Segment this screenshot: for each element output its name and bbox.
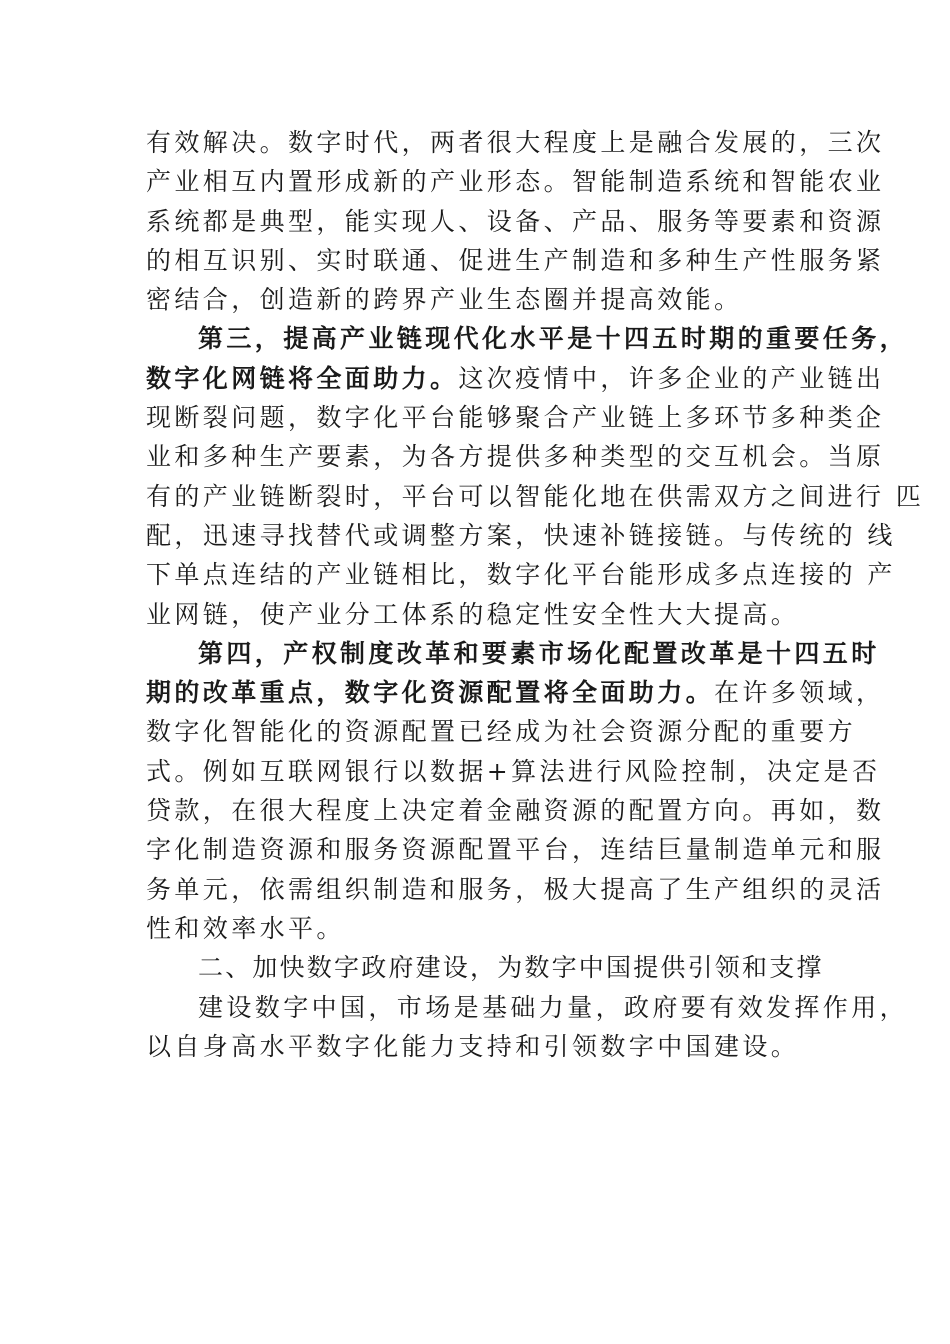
text-line xyxy=(146,673,885,712)
bold-lead-text: 数字化网链将全面助力。 xyxy=(146,363,459,393)
text-line: 字化制造资源和服务资源配置平台，连结巨量制造单元和服 xyxy=(146,835,885,865)
text-line-rest: 这次疫情中，许多企业的产业链出 xyxy=(458,363,885,393)
bold-lead-text: 期的改革重点，数字化资源配置将全面助力。 xyxy=(146,678,715,708)
bold-lead-line: 第三，提高产业链现代化水平是十四五时期的重要任务， xyxy=(198,324,909,354)
section-heading: 二、加快数字政府建设，为数字中国提供引领和支撑 xyxy=(198,953,824,983)
text-line: 建设数字中国，市场是基础力量，政府要有效发挥作用， xyxy=(198,992,909,1022)
text-line xyxy=(146,359,885,398)
text-line: 数字化智能化的资源配置已经成为社会资源分配的重要方 xyxy=(146,717,857,747)
document-body xyxy=(146,123,925,1066)
text-line: 的相互识别、实时联通、促进生产制造和多种生产性服务紧 xyxy=(146,245,885,275)
paragraph-resource-allocation xyxy=(146,634,885,948)
bold-lead-line: 第四，产权制度改革和要素市场化配置改革是十四五时 xyxy=(198,638,880,668)
paragraph-industry-chain xyxy=(146,319,925,633)
text-line: 密结合，创造新的跨界产业生态圈并提高效能。 xyxy=(146,285,743,315)
text-line: 性和效率水平。 xyxy=(146,913,345,943)
text-line: 有的产业链断裂时，平台可以智能化地在供需双方之间进行 匹 xyxy=(146,481,925,511)
text-line: 业网链，使产业分工体系的稳定性安全性大大提高。 xyxy=(146,599,800,629)
text-line: 系统都是典型，能实现人、设备、产品、服务等要素和资源 xyxy=(146,206,885,236)
paragraph-digital-era xyxy=(146,123,885,319)
text-line: 业和多种生产要素，为各方提供多种类型的交互机会。当原 xyxy=(146,442,885,472)
text-line: 务单元，依需组织制造和服务，极大提高了生产组织的灵活 xyxy=(146,874,885,904)
text-line: 现断裂问题，数字化平台能够聚合产业链上多环节多种类企 xyxy=(146,403,885,433)
text-line: 贷款，在很大程度上决定着金融资源的配置方向。再如，数 xyxy=(146,796,885,826)
paragraph-digital-government xyxy=(146,988,909,1067)
text-line: 以自身高水平数字化能力支持和引领数字中国建设。 xyxy=(146,1031,800,1061)
text-line: 式。例如互联网银行以数据+算法进行风险控制，决定是否 xyxy=(146,756,881,786)
text-line: 下单点连结的产业链相比，数字化平台能形成多点连接的 产 xyxy=(146,560,896,590)
text-line-rest: 在许多领域， xyxy=(714,678,885,708)
text-line: 有效解决。数字时代，两者很大程度上是融合发展的，三次 xyxy=(146,128,885,157)
text-line: 产业相互内置形成新的产业形态。智能制造系统和智能农业 xyxy=(146,167,885,197)
text-line: 配，迅速寻找替代或调整方案，快速补链接链。与传统的 线 xyxy=(146,520,896,550)
